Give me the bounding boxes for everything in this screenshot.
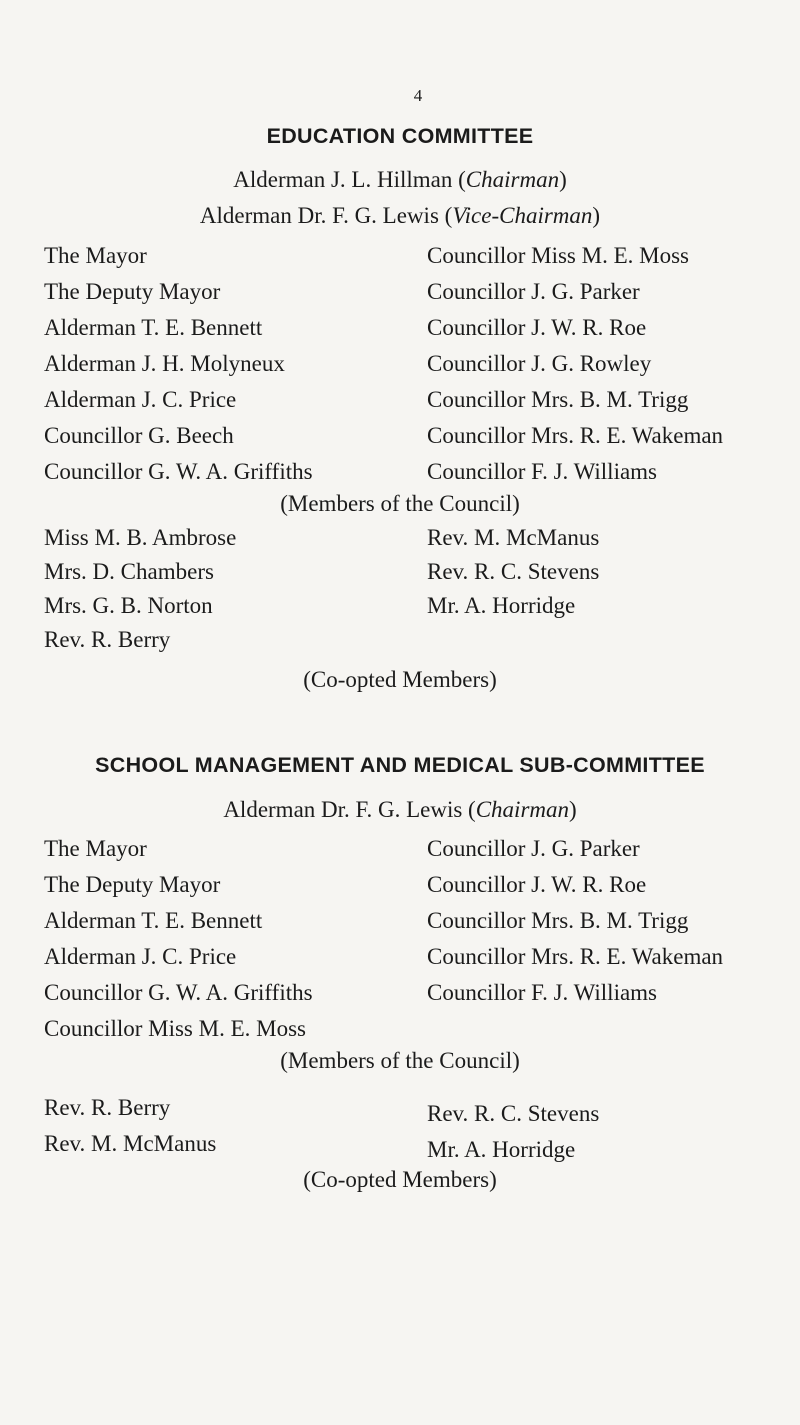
education-council-caption: (Members of the Council) (280, 491, 520, 516)
chairman-name: Alderman Dr. F. G. Lewis (223, 797, 463, 822)
education-vice-chairman-line: Alderman Dr. F. G. Lewis (Vice-Chairman) (199, 203, 601, 228)
list-item: Councillor J. W. R. Roe (427, 872, 647, 897)
vice-chairman-role: Vice-Chairman (452, 203, 593, 228)
list-item: Rev. R. C. Stevens (427, 1101, 600, 1126)
list-item: Councillor G. Beech (44, 423, 234, 448)
list-item: Mrs. G. B. Norton (44, 593, 213, 618)
education-chairman-line: Alderman J. L. Hillman (Chairman) (233, 167, 567, 192)
list-item: Councillor Mrs. R. E. Wakeman (427, 423, 724, 448)
list-item: Councillor Mrs. R. E. Wakeman (427, 944, 724, 969)
list-item: Councillor F. J. Williams (427, 980, 658, 1005)
chairman-name: Alderman J. L. Hillman (233, 167, 453, 192)
list-item: The Deputy Mayor (44, 279, 221, 304)
education-council-members-right (427, 238, 723, 490)
list-item: Alderman J. H. Molyneux (44, 351, 285, 376)
list-item: The Deputy Mayor (44, 872, 221, 897)
education-coopted-caption: (Co-opted Members) (303, 667, 497, 692)
list-item: Rev. M. McManus (44, 1131, 217, 1156)
page-number: 4 (413, 86, 423, 105)
list-item: Councillor Mrs. B. M. Trigg (427, 387, 689, 412)
list-item: Rev. M. McManus (427, 525, 600, 550)
list-item: Councillor J. G. Parker (427, 836, 640, 861)
list-item: Councillor G. W. A. Griffiths (44, 459, 313, 484)
list-item: Councillor J. W. R. Roe (427, 315, 647, 340)
list-item: Councillor F. J. Williams (427, 459, 658, 484)
list-item: Rev. R. C. Stevens (427, 559, 600, 584)
chairman-role: Chairman (475, 797, 570, 822)
list-item: Councillor Miss M. E. Moss (44, 1016, 306, 1041)
list-item: Councillor G. W. A. Griffiths (44, 980, 313, 1005)
list-item: Miss M. B. Ambrose (44, 525, 237, 550)
education-coopted-right (427, 521, 599, 623)
school-coopted-left (44, 1090, 216, 1162)
school-subcommittee-title: SCHOOL MANAGEMENT AND MEDICAL SUB-COMMITTEE (95, 753, 705, 777)
school-coopted-caption: (Co-opted Members) (303, 1167, 497, 1192)
school-council-members-right (427, 831, 723, 1011)
list-item: Mr. A. Horridge (427, 593, 576, 618)
list-item: Councillor J. G. Parker (427, 279, 640, 304)
list-item: Rev. R. Berry (44, 627, 171, 652)
education-council-members-left (44, 238, 313, 490)
list-item: Alderman J. C. Price (44, 387, 237, 412)
list-item: The Mayor (44, 836, 147, 861)
list-item: Alderman T. E. Bennett (44, 315, 263, 340)
school-chairman-line: Alderman Dr. F. G. Lewis (Chairman) (223, 797, 577, 822)
list-item: Rev. R. Berry (44, 1095, 171, 1120)
school-coopted-right (427, 1096, 599, 1168)
list-item: Mr. A. Horridge (427, 1137, 576, 1162)
list-item: Councillor J. G. Rowley (427, 351, 652, 376)
education-coopted-left (44, 521, 236, 657)
vice-chairman-name: Alderman Dr. F. G. Lewis (199, 203, 439, 228)
school-council-members-left (44, 831, 313, 1047)
list-item: Mrs. D. Chambers (44, 559, 214, 584)
list-item: Councillor Mrs. B. M. Trigg (427, 908, 689, 933)
education-committee-title: EDUCATION COMMITTEE (266, 124, 534, 148)
list-item: Alderman J. C. Price (44, 944, 237, 969)
list-item: Councillor Miss M. E. Moss (427, 243, 689, 268)
list-item: The Mayor (44, 243, 147, 268)
chairman-role: Chairman (465, 167, 560, 192)
school-council-caption: (Members of the Council) (280, 1048, 520, 1073)
list-item: Alderman T. E. Bennett (44, 908, 263, 933)
